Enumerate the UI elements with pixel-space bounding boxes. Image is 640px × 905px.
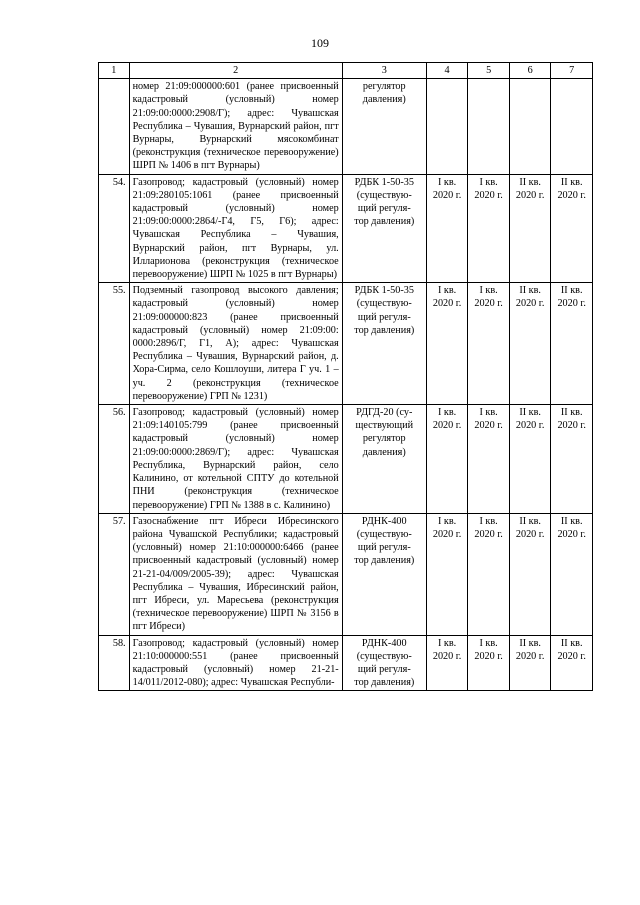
table-row — [99, 174, 593, 283]
table-row — [99, 513, 593, 635]
object-description: Подземный газопровод высокого давления; кадастровый (условный) номер 21:09:000000:823 (ранее присвоенный кадастровый (условный) номер 21:09:00: 0000:2896/Г, Г1, А); адрес: Чувашская Республика – Чувашия, Вурнарский район, д. Хора-Сирма, село Кошлоуши, литера Г уч. 1 – уч. 2 (реконструкция (техническое перевооружение) ГРП № 1231) — [129, 283, 342, 405]
page-number: 109 — [311, 36, 329, 50]
deadline-cell: II кв. 2020 г. — [509, 174, 551, 283]
deadline-cell: I кв. 2020 г. — [426, 513, 468, 635]
deadline-cell: II кв. 2020 г. — [509, 635, 551, 691]
column-header: 5 — [468, 63, 510, 79]
deadline-cell: II кв. 2020 г. — [551, 174, 593, 283]
column-header: 7 — [551, 63, 593, 79]
regulator-info: РДГД-20 (су- ществующий регулятор давления) — [342, 405, 426, 514]
deadline-cell: II кв. 2020 г. — [551, 283, 593, 405]
deadline-cell — [551, 79, 593, 174]
object-description: Газопровод; кадастровый (условный) номер 21:09:280105:1061 (ранее присвоенный кадастровый (условный) номер 21:09:00:0000:2864/-Г4, Г5, Г6); адрес: Чувашская Республика – Чувашия, Вурнарский район, пгт Вурнары, ул. Илларионова (реконструкция (техническое перевооружение) ШРП № 1025 в пгт Вурнары) — [129, 174, 342, 283]
deadline-cell: II кв. 2020 г. — [551, 513, 593, 635]
deadline-cell — [509, 79, 551, 174]
object-description: Газопровод; кадастровый (условный) номер 21:10:000000:551 (ранее присвоенный кадастровый (условный) номер 21-21-14/011/2012-080); адрес: Чувашская Республи- — [129, 635, 342, 691]
table-header-row — [99, 63, 593, 79]
deadline-cell: I кв. 2020 г. — [426, 174, 468, 283]
table-row — [99, 635, 593, 691]
regulator-info: регулятор давления) — [342, 79, 426, 174]
gas-objects-table — [98, 62, 593, 691]
column-header: 3 — [342, 63, 426, 79]
object-description: Газоснабжение пгт Ибреси Ибресинского района Чувашской Республики; кадастровый (условный) номер 21:10:000000:6466 (ранее присвоенный кадастровый (условный) номер 21-21-04/009/2005-39); адрес: Чувашская Республика – Чувашия, Ибресинский район, пгт Ибреси, ул. Маресьева (реконструкция (техническое перевооружение) ШРП № 3156 в пгт Ибреси) — [129, 513, 342, 635]
row-number: 56. — [99, 405, 130, 514]
deadline-cell: I кв. 2020 г. — [468, 635, 510, 691]
regulator-info: РДБК 1-50-35 (существую- щий регуля- тор давления) — [342, 174, 426, 283]
regulator-info: РДБК 1-50-35 (существую- щий регуля- тор давления) — [342, 283, 426, 405]
deadline-cell — [426, 79, 468, 174]
regulator-info: РДНК-400 (существую- щий регуля- тор давления) — [342, 513, 426, 635]
regulator-info: РДНК-400 (существую- щий регуля- тор давления) — [342, 635, 426, 691]
column-header: 4 — [426, 63, 468, 79]
row-number — [99, 79, 130, 174]
column-header: 1 — [99, 63, 130, 79]
deadline-cell: II кв. 2020 г. — [551, 635, 593, 691]
deadline-cell: I кв. 2020 г. — [468, 513, 510, 635]
object-description: Газопровод; кадастровый (условный) номер 21:09:140105:799 (ранее присвоенный кадастровый (условный) номер 21:09:00:0000:2869/Г); адрес: Чувашская Республика, Вурнарский район, село Калинино, от котельной СПТУ до котельной ПНИ (реконструкция (техническое перевооружение) ГРП № 1388 в с. Калинино) — [129, 405, 342, 514]
row-number: 58. — [99, 635, 130, 691]
table-row — [99, 283, 593, 405]
deadline-cell: II кв. 2020 г. — [509, 283, 551, 405]
deadline-cell: I кв. 2020 г. — [468, 405, 510, 514]
table-row — [99, 405, 593, 514]
row-number: 55. — [99, 283, 130, 405]
deadline-cell — [468, 79, 510, 174]
deadline-cell: I кв. 2020 г. — [426, 283, 468, 405]
column-header: 2 — [129, 63, 342, 79]
row-number: 57. — [99, 513, 130, 635]
deadline-cell: I кв. 2020 г. — [468, 174, 510, 283]
deadline-cell: I кв. 2020 г. — [426, 405, 468, 514]
deadline-cell: II кв. 2020 г. — [551, 405, 593, 514]
column-header: 6 — [509, 63, 551, 79]
deadline-cell: II кв. 2020 г. — [509, 513, 551, 635]
row-number: 54. — [99, 174, 130, 283]
table-row — [99, 79, 593, 174]
object-description: номер 21:09:000000:601 (ранее присвоенный кадастровый (условный) номер 21:09:00:0000:2908/Г); адрес: Чувашская Республика – Чувашия, Вурнарский район, пгт Вурнары, Вурнарский мясокомбинат (реконструкция (техническое перевооружение) ШРП № 1406 в пгт Вурнары) — [129, 79, 342, 174]
deadline-cell: I кв. 2020 г. — [468, 283, 510, 405]
deadline-cell: I кв. 2020 г. — [426, 635, 468, 691]
deadline-cell: II кв. 2020 г. — [509, 405, 551, 514]
